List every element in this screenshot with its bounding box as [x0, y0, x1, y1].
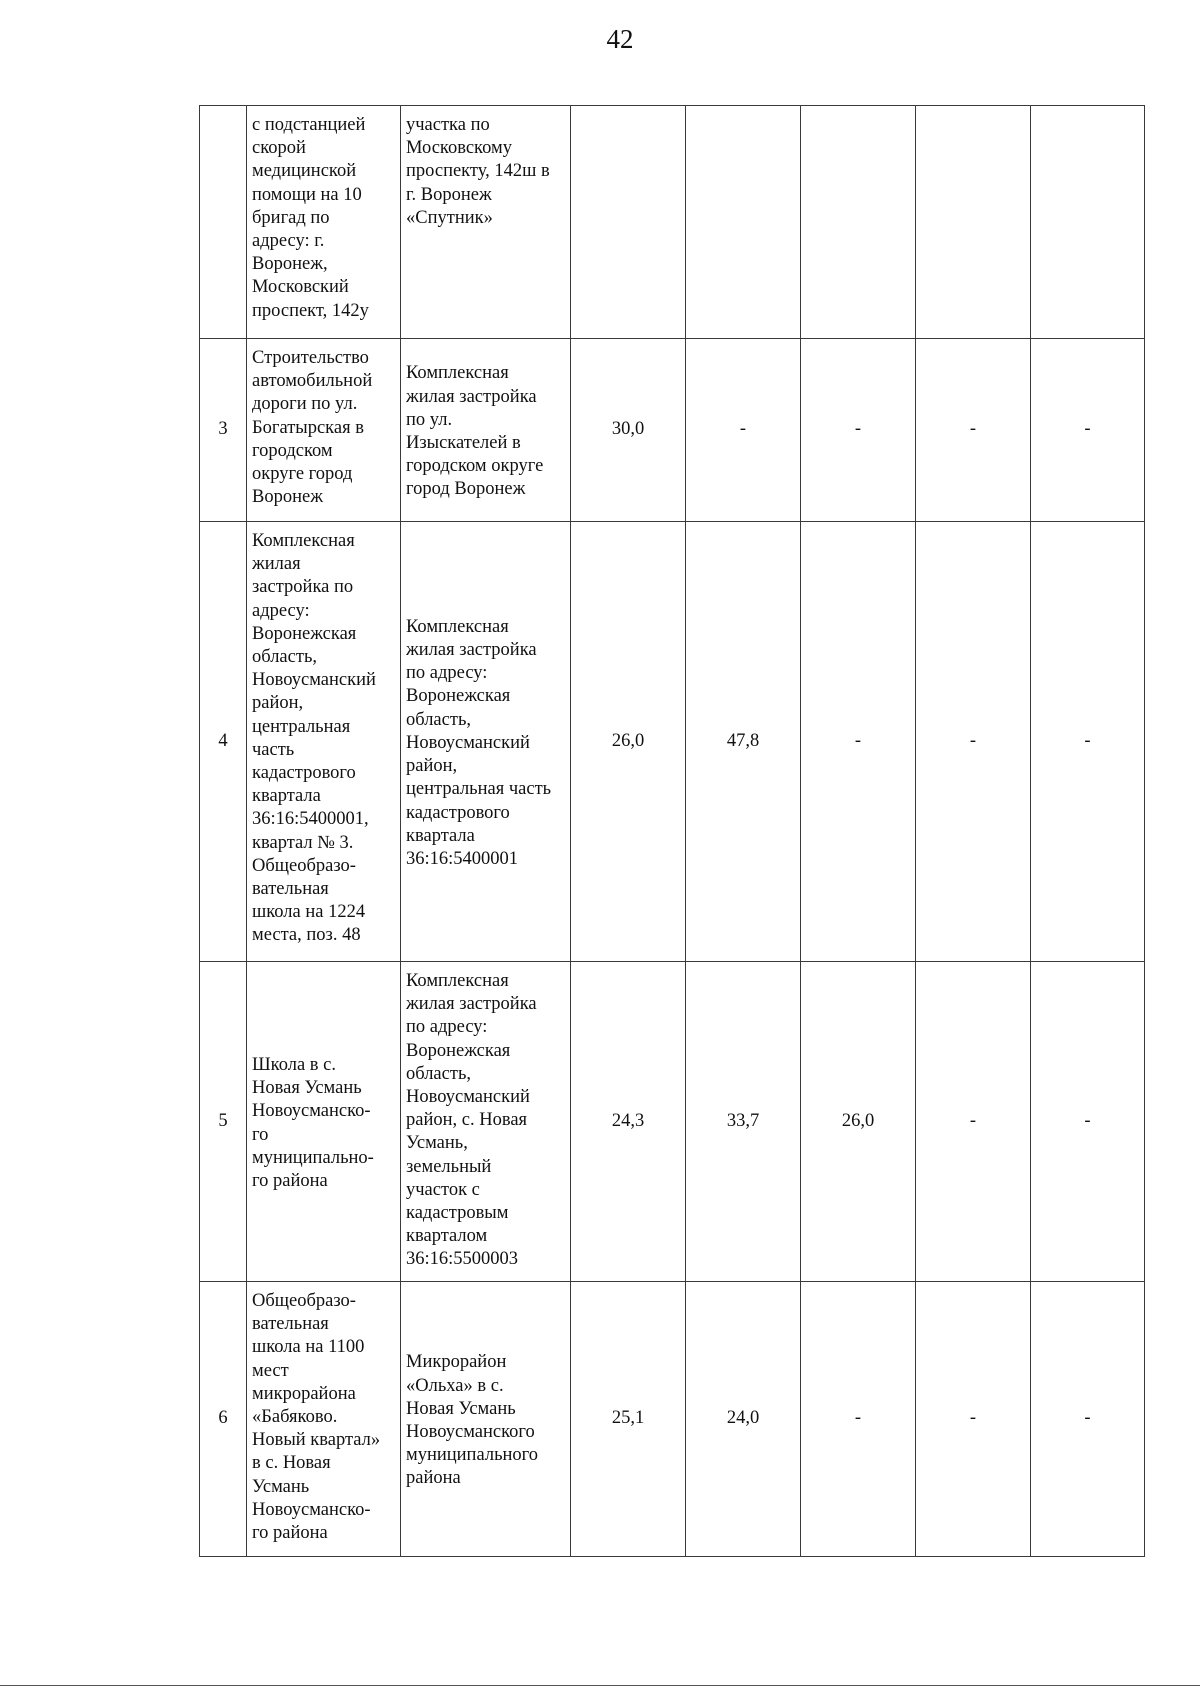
- value-cell: 24,0: [686, 1282, 801, 1557]
- investment-objects-table: [199, 105, 1145, 1557]
- value-cell: [571, 106, 686, 339]
- table-row: [200, 339, 1145, 522]
- table-row: [200, 522, 1145, 962]
- row-number-cell: 3: [200, 339, 247, 522]
- value-cell: -: [916, 339, 1031, 522]
- value-cell: [1031, 106, 1145, 339]
- object-name-cell: Общеобразо- вательная школа на 1100 мест микрорайона «Бабяково. Новый квартал» в с. Новая Усмань Новоусманско- го района: [247, 1282, 401, 1557]
- object-name-cell: с подстанцией скорой медицинской помощи на 10 бригад по адресу: г. Воронеж, Московский проспект, 142у: [247, 106, 401, 339]
- value-cell: -: [1031, 962, 1145, 1282]
- row-number-cell: 6: [200, 1282, 247, 1557]
- value-cell: [916, 106, 1031, 339]
- value-cell: 25,1: [571, 1282, 686, 1557]
- bottom-divider: [0, 1685, 1200, 1686]
- value-cell: -: [801, 1282, 916, 1557]
- value-cell: -: [1031, 339, 1145, 522]
- object-name-cell: Строительство автомобильной дороги по ул. Богатырская в городском округе город Воронеж: [247, 339, 401, 522]
- value-cell: -: [916, 522, 1031, 962]
- row-number-cell: 5: [200, 962, 247, 1282]
- object-name-cell: Школа в с. Новая Усмань Новоусманско- го муниципально- го района: [247, 962, 401, 1282]
- value-cell: 47,8: [686, 522, 801, 962]
- row-number-cell: 4: [200, 522, 247, 962]
- value-cell: 26,0: [801, 962, 916, 1282]
- value-cell: -: [916, 962, 1031, 1282]
- object-name-cell: Комплексная жилая застройка по адресу: Воронежская область, Новоусманский район, центральная часть кадастрового квартала 36:16:5400001, квартал № 3. Общеобразо- вательная школа на 1224 места, поз. 48: [247, 522, 401, 962]
- value-cell: -: [801, 522, 916, 962]
- row-number-cell: [200, 106, 247, 339]
- value-cell: -: [801, 339, 916, 522]
- value-cell: 30,0: [571, 339, 686, 522]
- value-cell: -: [1031, 522, 1145, 962]
- location-cell: Комплексная жилая застройка по адресу: Воронежская область, Новоусманский район, центральная часть кадастрового квартала 36:16:5400001: [401, 522, 571, 962]
- value-cell: -: [916, 1282, 1031, 1557]
- table-row: [200, 106, 1145, 339]
- value-cell: 24,3: [571, 962, 686, 1282]
- value-cell: -: [1031, 1282, 1145, 1557]
- location-cell: участка по Московскому проспекту, 142ш в г. Воронеж «Спутник»: [401, 106, 571, 339]
- value-cell: [686, 106, 801, 339]
- location-cell: Микрорайон «Ольха» в с. Новая Усмань Новоусманского муниципального района: [401, 1282, 571, 1557]
- page-number: 42: [606, 24, 634, 54]
- value-cell: [801, 106, 916, 339]
- location-cell: Комплексная жилая застройка по ул. Изыскателей в городском округе город Воронеж: [401, 339, 571, 522]
- table-row: [200, 1282, 1145, 1557]
- value-cell: 26,0: [571, 522, 686, 962]
- value-cell: -: [686, 339, 801, 522]
- location-cell: Комплексная жилая застройка по адресу: Воронежская область, Новоусманский район, с. Новая Усмань, земельный участок с кадастровым кварталом 36:16:5500003: [401, 962, 571, 1282]
- value-cell: 33,7: [686, 962, 801, 1282]
- table-row: [200, 962, 1145, 1282]
